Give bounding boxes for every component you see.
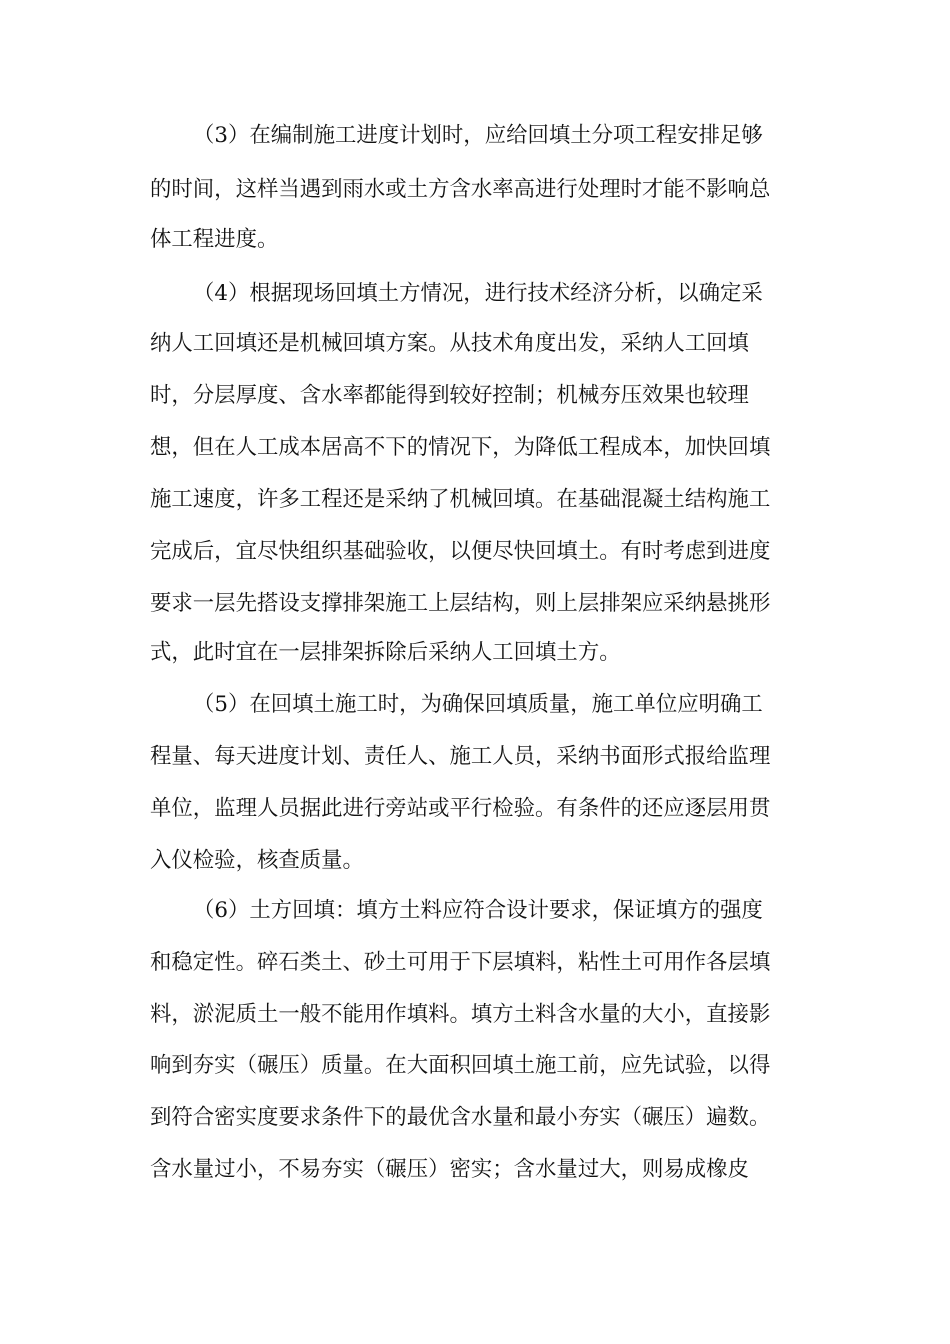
paragraph-3-line-2: 的时间，这样当遇到雨水或土方含水率高进行处理时才能不影响总 <box>150 177 771 202</box>
paragraph-6-line-2: 和稳定性。碎石类土、砂土可用于下层填料，粘性土可用作各层填 <box>150 950 771 975</box>
paragraph-6-line-5: 到符合密实度要求条件下的最优含水量和最小夯实（碾压）遍数。 <box>150 1105 771 1130</box>
paragraph-4-line-5: 施工速度，许多工程还是采纳了机械回填。在基础混凝土结构施工 <box>150 487 771 512</box>
paragraph-5-line-1: （5）在回填土施工时，为确保回填质量，施工单位应明确工 <box>193 692 763 717</box>
paragraph-6-line-4: 响到夯实（碾压）质量。在大面积回填土施工前，应先试验，以得 <box>150 1053 771 1078</box>
paragraph-5-line-2: 程量、每天进度计划、责任人、施工人员，采纳书面形式报给监理 <box>150 744 771 769</box>
paragraph-4-line-7: 要求一层先搭设支撑排架施工上层结构，则上层排架应采纳悬挑形 <box>150 591 771 616</box>
paragraph-5-line-4: 入仪检验，核查质量。 <box>150 848 364 873</box>
paragraph-4-line-8: 式，此时宜在一层排架拆除后采纳人工回填土方。 <box>150 640 621 665</box>
paragraph-5-line-3: 单位，监理人员据此进行旁站或平行检验。有条件的还应逐层用贯 <box>150 796 771 821</box>
paragraph-3-line-1: （3）在编制施工进度计划时，应给回填土分项工程安排足够 <box>193 123 763 148</box>
paragraph-4-line-4: 想，但在人工成本居高不下的情况下，为降低工程成本，加快回填 <box>150 435 771 460</box>
paragraph-3-line-3: 体工程进度。 <box>150 227 279 252</box>
paragraph-6-line-1: （6）土方回填：填方土料应符合设计要求，保证填方的强度 <box>193 898 763 923</box>
paragraph-4-line-3: 时，分层厚度、含水率都能得到较好控制；机械夯压效果也较理 <box>150 383 749 408</box>
paragraph-6-line-3: 料，淤泥质土一般不能用作填料。填方土料含水量的大小，直接影 <box>150 1002 771 1027</box>
paragraph-4-line-1: （4）根据现场回填土方情况，进行技术经济分析，以确定采 <box>193 281 763 306</box>
paragraph-4-line-6: 完成后，宜尽快组织基础验收，以便尽快回填土。有时考虑到进度 <box>150 539 771 564</box>
paragraph-4-line-2: 纳人工回填还是机械回填方案。从技术角度出发，采纳人工回填 <box>150 331 749 356</box>
paragraph-6-line-6: 含水量过小，不易夯实（碾压）密实；含水量过大，则易成橡皮 <box>150 1157 749 1182</box>
